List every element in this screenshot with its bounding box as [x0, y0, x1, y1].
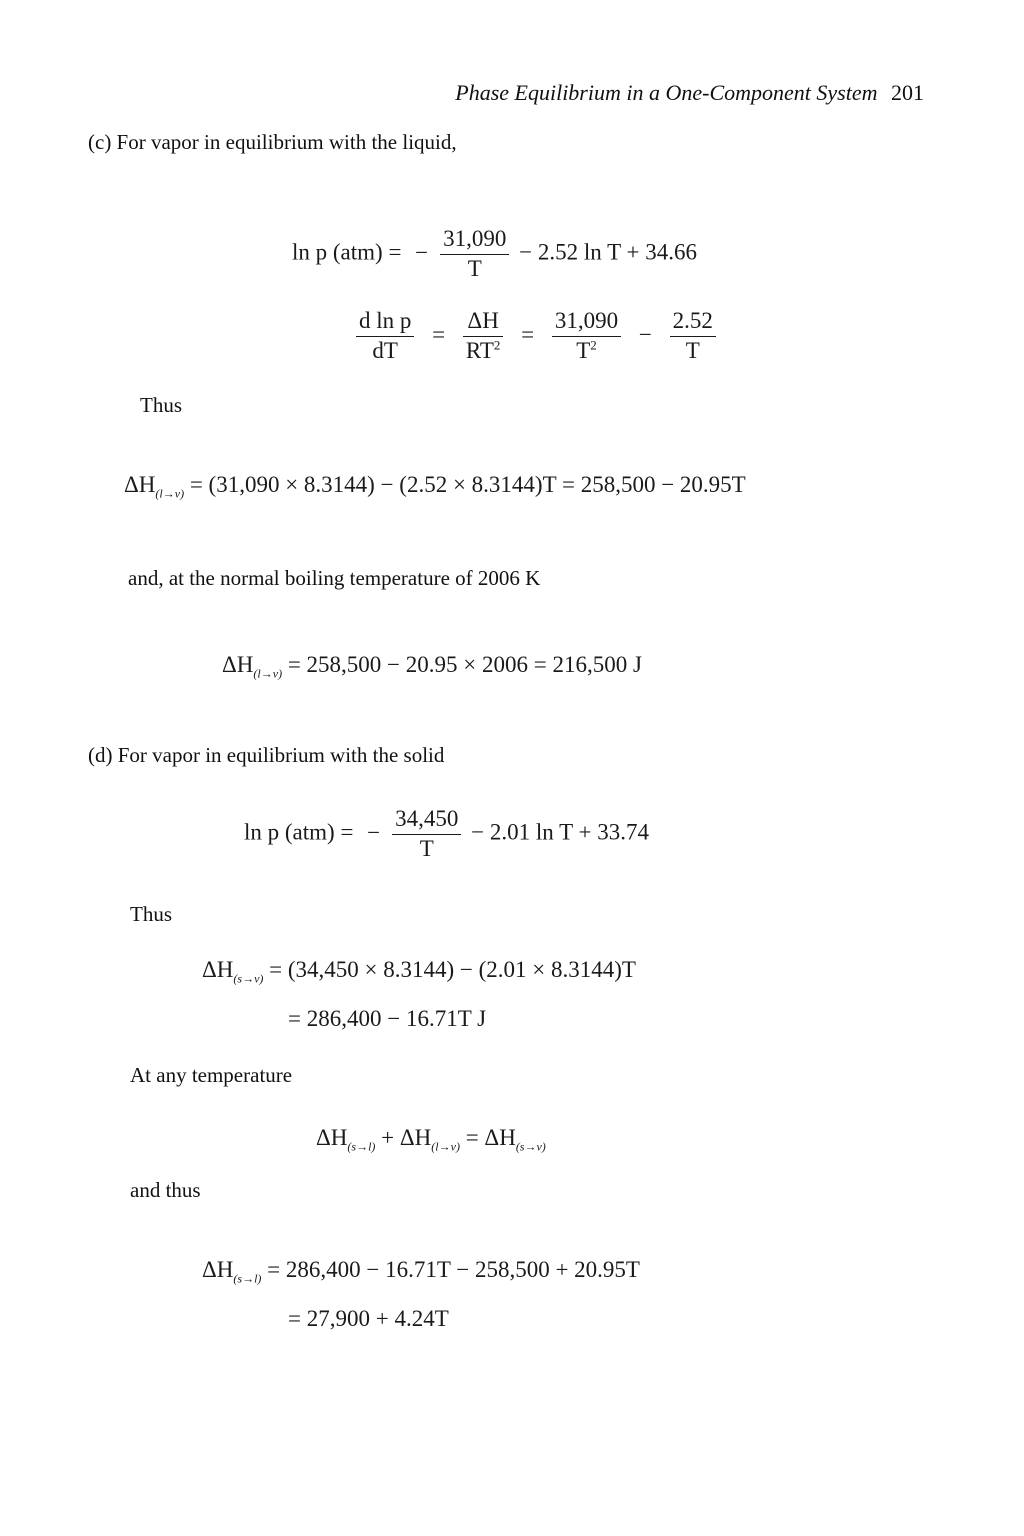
equation-delta-h-boiling: $\Delta H_{(l\to v)} = 258,500 - 20.95 \times 2006 = 216,500$ J: [222, 652, 642, 681]
any-temp-text: At any temperature: [130, 1063, 293, 1087]
part-c-text: (c) For vapor in equilibrium with the liquid,: [88, 130, 457, 154]
thus-text-1: Thus: [140, 393, 182, 417]
eq1-rest: − 2.52 ln T + 34.66: [519, 239, 697, 265]
equation-dlnp-dt: $\frac{\text{d ln p}}{dT}$ = $\frac{\Delta H}{RT^2}$ = $\frac{31,090}{T^2}$ − $\frac{2.52}{T}$: [352, 307, 720, 366]
eq1-fraction: $\frac{31,090}{T}$: [440, 225, 509, 284]
thus-text-2: Thus: [130, 902, 172, 926]
equation-delta-h-lv: $\Delta H_{(l\to v)} = (31,090 \times 8.3144) - (2.52 \times 8.3144)T = 258,500 - 20.95T$: [124, 472, 746, 501]
and-thus-text: and thus: [130, 1178, 201, 1202]
running-header: [455, 80, 924, 106]
equation-ln-p-solid: ln p (atm) = − $\frac{34,450}{T}$ − 2.01 ln T + 33.74: [244, 806, 649, 861]
equation-delta-h-sl: $\Delta H_{(s\to l)} = 286,400 - 16.71T - 258,500 + 20.95T$ = 27,900 + 4.24T: [202, 1257, 640, 1331]
equation-hess-sum: $\Delta H_{(s\to l)} + \Delta H_{(l\to v)} = \Delta H_{(s\to v)}$: [316, 1125, 546, 1154]
page-number: 201: [891, 80, 924, 105]
equation-ln-p-liquid: ln p (atm) = − $\frac{31,090}{T}$ − 2.52 ln T + 34.66: [292, 225, 697, 284]
boiling-text: and, at the normal boiling temperature of 2006 K: [128, 566, 541, 590]
equation-delta-h-sv: $\Delta H_{(s\to v)} = (34,450 \times 8.3144) - (2.01 \times 8.3144)T$ = 286,400 − 16.71T J: [202, 957, 636, 1031]
part-d-text: (d) For vapor in equilibrium with the solid: [88, 743, 445, 767]
eq1-lhs: ln p (atm) =: [292, 239, 402, 265]
header-title: Phase Equilibrium in a One-Component System: [455, 80, 878, 105]
